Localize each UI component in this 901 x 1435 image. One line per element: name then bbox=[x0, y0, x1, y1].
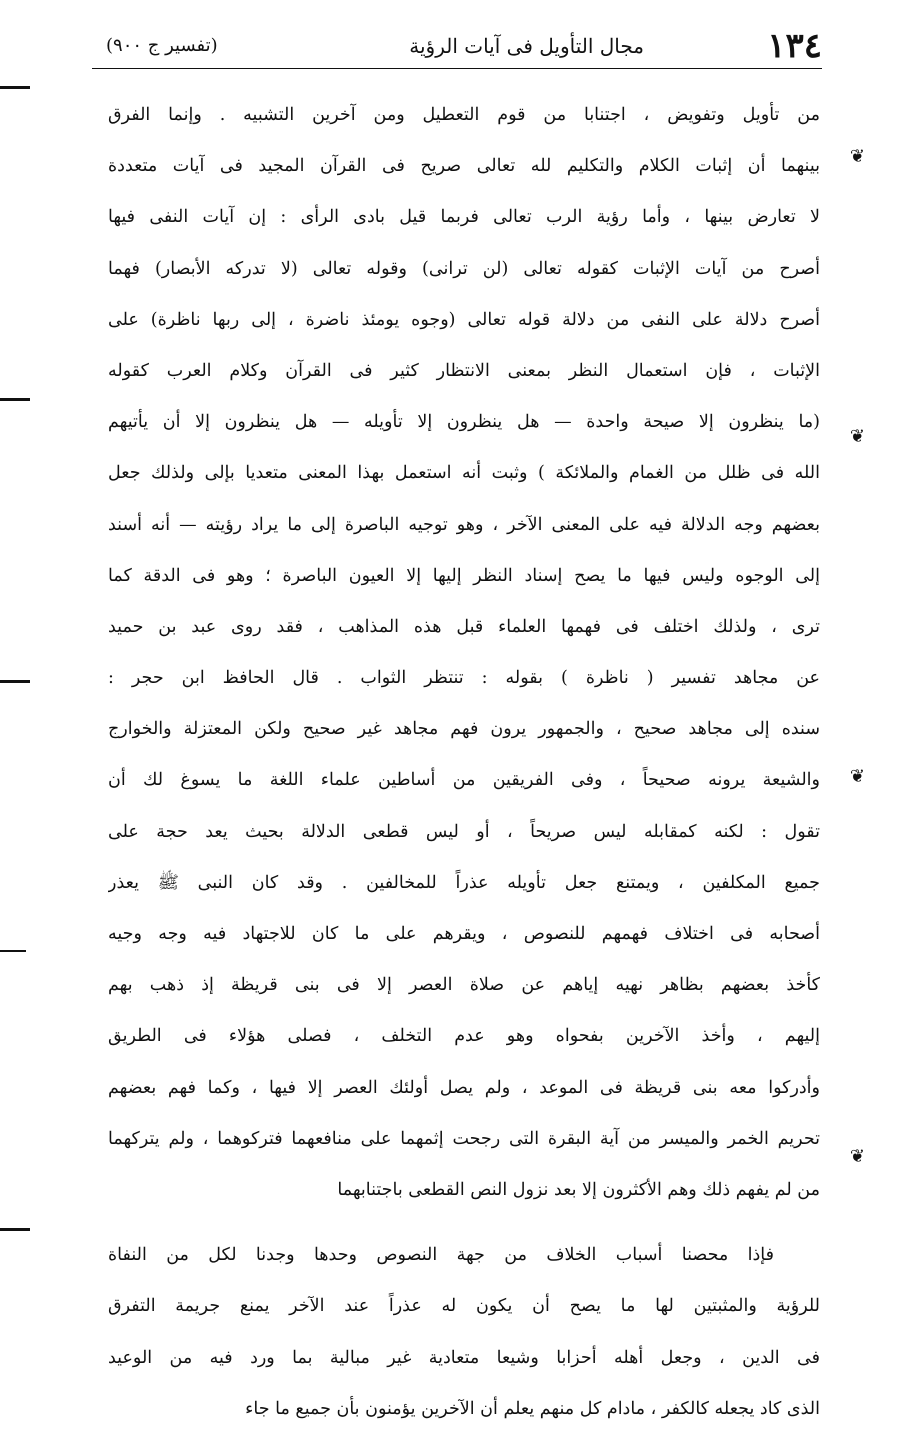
paragraph bbox=[108, 90, 820, 1216]
margin-ornaments bbox=[841, 0, 901, 1308]
text-line: سنده إلى مجاهد صحيح ، والجمهور يرون فهم مجاهد غير صحيح ولكن المعتزلة والخوارج bbox=[108, 719, 820, 740]
text-line: فإذا محصنا أسباب الخلاف من جهة النصوص وحدها وجدنا لكل من النفاة bbox=[108, 1245, 774, 1266]
paragraph-break bbox=[108, 1216, 820, 1230]
text-line: أصرح دلالة على النفى من دلالة قوله تعالى (وجوه يومئذ ناضرة ، إلى ربها ناظرة) على bbox=[108, 309, 820, 330]
text-line: إليهم ، وأخذ الآخرين بفحواه وهو عدم التخلف ، فصلى هؤلاء فى الطريق bbox=[108, 1026, 820, 1047]
text-line: عن مجاهد تفسير ( ناظرة ) بقوله : تنتظر الثواب . قال الحافظ ابن حجر : bbox=[108, 668, 820, 689]
text-line: من تأويل وتفويض ، اجتنابا من قوم التعطيل ومن آخرين التشبيه . وإنما الفرق bbox=[108, 105, 820, 125]
fleuron-icon: ❦ bbox=[849, 426, 865, 447]
text-line: بينهما أن إثبات الكلام والتكليم لله تعالى صريح فى القرآن المجيد فى آيات متعددة bbox=[108, 156, 820, 177]
paragraph bbox=[108, 1230, 820, 1435]
text-line: والشيعة يرونه صحيحاً ، وفى الفريقين من أساطين علماء اللغة ما يسوغ لك أن bbox=[108, 770, 820, 791]
page-number: ١٣٤ bbox=[767, 26, 822, 66]
scan-mark bbox=[0, 1228, 30, 1231]
text-line: تحريم الخمر والميسر من آية البقرة التى رجحت إثمهما على منافعهما فتركوهما ، ولم يتركهما bbox=[108, 1128, 820, 1149]
scan-mark bbox=[0, 680, 30, 683]
text-line: الذى كاد يجعله كالكفر ، مادام كل منهم يعلم أن الآخرين يؤمنون بأن جميع ما جاء bbox=[245, 1398, 820, 1419]
fleuron-icon: ❦ bbox=[849, 766, 865, 787]
text-line: لا تعارض بينها ، وأما رؤية الرب تعالى فربما قيل بادى الرأى : إن آيات النفى فيها bbox=[108, 207, 820, 228]
text-line: الله فى ظلل من الغمام والملائكة ) وثبت أنه استعمل بهذا المعنى متعديا بإلى ولذلك جعل bbox=[108, 463, 820, 484]
scan-mark bbox=[0, 950, 26, 952]
text-line: من لم يفهم ذلك وهم الأكثرون إلا بعد نزول النص القطعى باجتنابهما bbox=[337, 1179, 820, 1200]
body-text bbox=[108, 90, 820, 1435]
series-note: (تفسير ج ٩٠٠) bbox=[106, 35, 218, 56]
text-line: للرؤية والمثبتين لها ما يصح أن يكون له عذراً عند الآخر يمنع جريمة التفرق bbox=[108, 1296, 820, 1317]
text-line: ترى ، ولذلك اختلف فى فهمها العلماء قبل هذه المذاهب ، فقد روى عبد بن حميد bbox=[108, 616, 820, 637]
page-header bbox=[92, 26, 822, 66]
text-line: أصحابه فى اختلاف فهمهم للنصوص ، ويقرهم على ما كان للاجتهاد فيه وجه وجيه bbox=[108, 924, 820, 944]
running-title: مجال التأويل فى آيات الرؤية bbox=[409, 34, 644, 58]
scan-mark bbox=[0, 398, 30, 401]
text-line: (ما ينظرون إلا صيحة واحدة — هل ينظرون إلا تأويله — هل ينظرون إلا أن يأتيهم bbox=[108, 412, 820, 433]
text-line: كأخذ بعضهم بظاهر نهيه إياهم عن صلاة العصر إلا فى بنى قريظة إذ ذهب بهم bbox=[108, 975, 820, 996]
fleuron-icon: ❦ bbox=[849, 146, 865, 167]
header-rule bbox=[92, 68, 822, 69]
text-line: الإثبات ، فإن استعمال النظر بمعنى الانتظار كثير فى القرآن وكلام العرب كقوله bbox=[108, 360, 820, 381]
text-line: فى الدين ، وجعل أهله أحزابا وشيعا متعادية غير مبالية بما ورد فيه من الوعيد bbox=[108, 1347, 820, 1368]
text-line: إلى الوجوه وليس فيها ما يصح إسناد النظر إليها إلا العيون الباصرة ؛ وهو فى الدقة كما bbox=[108, 565, 820, 586]
text-line: تقول : لكنه كمقابله ليس صريحاً ، أو ليس قطعى الدلالة بحيث يعد حجة على bbox=[108, 821, 820, 842]
text-line: وأدركوا معه بنى قريظة فى الموعد ، ولم يصل أولئك العصر إلا فيها ، وكما فهم بعضهم bbox=[108, 1077, 820, 1098]
fleuron-icon: ❦ bbox=[849, 1146, 865, 1167]
scan-margin-marks bbox=[0, 0, 60, 1308]
text-line: بعضهم وجه الدلالة فيه على المعنى الآخر ، وهو توجيه الباصرة إلى ما يراد رؤيته — أنه أسند bbox=[108, 514, 820, 535]
text-line: أصرح من آيات الإثبات كقوله تعالى (لن ترانى) وقوله تعالى (لا تدركه الأبصار) فهما bbox=[108, 258, 820, 279]
text-line: جميع المكلفين ، ويمتنع جعل تأويله عذراً للمخالفين . وقد كان النبى ﷺ يعذر bbox=[108, 872, 820, 893]
scan-mark bbox=[0, 86, 30, 89]
